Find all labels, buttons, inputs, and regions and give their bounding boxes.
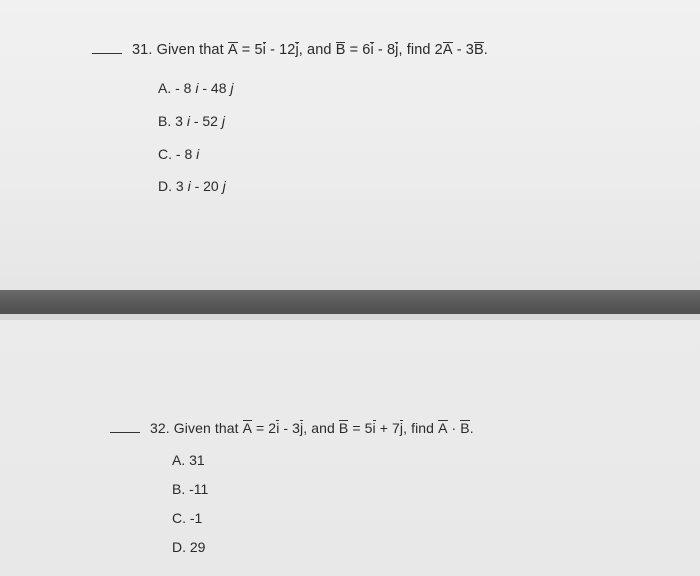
choice-text: 3 bbox=[171, 113, 187, 129]
answer-blank-32[interactable] bbox=[110, 432, 140, 433]
equation-part: - 3 bbox=[279, 420, 301, 436]
choice-letter: D. bbox=[158, 178, 172, 194]
vector-a: A bbox=[442, 42, 453, 58]
unit-vector-i: i bbox=[372, 420, 376, 436]
equation-part: - 8 bbox=[373, 42, 396, 58]
lower-page-area bbox=[0, 320, 700, 576]
equation-part: - 3 bbox=[452, 42, 474, 58]
question-text: , and bbox=[303, 420, 339, 436]
question-number: 32. bbox=[150, 420, 170, 436]
question-text: Given that bbox=[173, 420, 243, 436]
choice-32-a: A. 31 bbox=[172, 452, 205, 468]
equation-part: = 5 bbox=[348, 420, 373, 436]
dot-operator: · bbox=[447, 420, 461, 436]
choice-i: i bbox=[195, 80, 199, 96]
choice-32-c: C. -1 bbox=[172, 510, 203, 526]
question-31 bbox=[92, 42, 488, 58]
question-text: , find bbox=[403, 420, 439, 436]
unit-vector-j: j bbox=[399, 420, 404, 436]
choice-text: 3 bbox=[172, 178, 188, 194]
unit-vector-i: i bbox=[276, 420, 280, 436]
answer-blank-31[interactable] bbox=[92, 53, 122, 54]
vector-b: B bbox=[473, 42, 484, 58]
choice-i: i bbox=[196, 146, 200, 162]
choice-letter: A. bbox=[158, 80, 172, 96]
vector-b: B bbox=[335, 42, 346, 58]
choice-letter: B. bbox=[158, 113, 172, 129]
choice-31-a bbox=[158, 80, 234, 96]
equation-part: - 12 bbox=[265, 42, 296, 58]
equation-part: = 2 bbox=[252, 420, 277, 436]
choice-text: - 52 bbox=[189, 113, 222, 129]
unit-vector-j: j bbox=[295, 42, 299, 58]
unit-vector-j: j bbox=[395, 42, 399, 58]
choice-text: - 48 bbox=[198, 80, 231, 96]
question-text: . bbox=[483, 42, 488, 58]
question-number: 31. bbox=[132, 42, 153, 58]
page-divider bbox=[0, 290, 700, 314]
choice-31-c bbox=[158, 146, 199, 162]
vector-a: A bbox=[438, 420, 448, 436]
question-text: , and bbox=[298, 42, 336, 58]
question-text: Given that bbox=[156, 42, 228, 58]
unit-vector-i: i bbox=[262, 42, 266, 58]
choice-31-b bbox=[158, 113, 225, 129]
vector-a: A bbox=[227, 42, 238, 58]
question-text: , find 2 bbox=[398, 42, 443, 58]
choice-j: j bbox=[230, 80, 234, 96]
vector-b: B bbox=[460, 420, 470, 436]
choice-j: j bbox=[222, 178, 226, 194]
choice-text: - 20 bbox=[190, 178, 223, 194]
choice-text: - 8 bbox=[172, 146, 197, 162]
choice-32-b: B. -11 bbox=[172, 481, 209, 497]
equation-part: + 7 bbox=[375, 420, 400, 436]
equation-part: = 6 bbox=[345, 42, 371, 58]
choice-letter: C. bbox=[158, 146, 172, 162]
choice-i: i bbox=[187, 178, 191, 194]
choice-text: - 8 bbox=[171, 80, 196, 96]
unit-vector-i: i bbox=[370, 42, 374, 58]
vector-b: B bbox=[338, 420, 349, 436]
equation-part: = 5 bbox=[237, 42, 263, 58]
choice-j: j bbox=[221, 113, 225, 129]
question-32 bbox=[110, 420, 474, 436]
choice-32-d: D. 29 bbox=[172, 539, 206, 555]
question-text: . bbox=[469, 420, 474, 436]
vector-a: A bbox=[242, 420, 253, 436]
choice-i: i bbox=[186, 113, 190, 129]
choice-31-d bbox=[158, 178, 226, 194]
unit-vector-j: j bbox=[300, 420, 304, 436]
